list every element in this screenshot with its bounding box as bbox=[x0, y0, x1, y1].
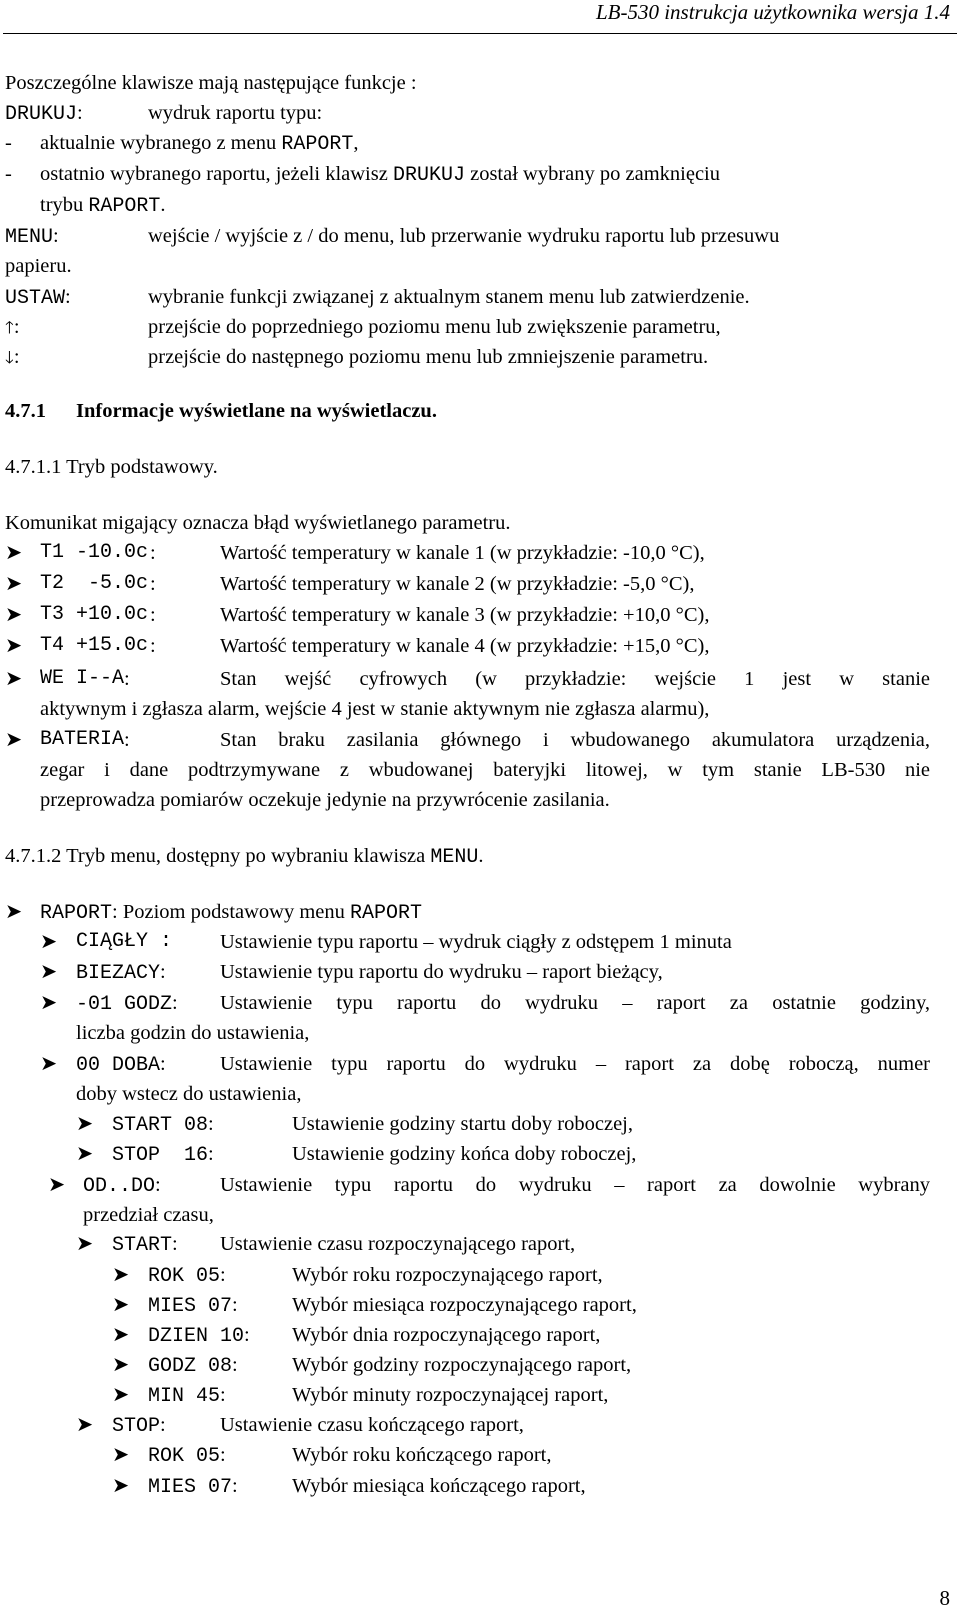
bullet-arrow-icon: ➤ bbox=[40, 931, 58, 953]
running-header: LB-530 instrukcja użytkownika wersja 1.4 bbox=[595, 0, 950, 24]
basic-item-colon: : bbox=[150, 542, 156, 564]
bullet-arrow-icon: ➤ bbox=[76, 1143, 94, 1165]
menu-ciagly-desc: Ustawienie typu raportu – wydruk ciągły z odstępem 1 minuta bbox=[220, 931, 732, 953]
bullet-arrow-icon: ➤ bbox=[112, 1444, 130, 1466]
basic-item-code: T3 +10.0c bbox=[40, 603, 149, 626]
bullet-arrow-icon: ➤ bbox=[76, 1414, 94, 1436]
basic-item-desc: Wartość temperatury w kanale 1 (w przykładzie: -10,0 °C), bbox=[220, 542, 705, 564]
basic-item-colon: : bbox=[150, 635, 156, 657]
menu-start-desc: Ustawienie czasu rozpoczynającego raport, bbox=[220, 1233, 576, 1255]
drukuj-item-2-cont: trybu RAPORT. bbox=[40, 194, 166, 218]
bullet-arrow-icon: ➤ bbox=[48, 1174, 66, 1196]
bullet-arrow-icon: ➤ bbox=[112, 1384, 130, 1406]
menu-raport: RAPORT: Poziom podstawowy menu RAPORT bbox=[40, 901, 423, 925]
bullet-arrow-icon: ➤ bbox=[5, 573, 23, 595]
basic-item-colon: : bbox=[124, 729, 130, 751]
menu-oddo-cont: przedział czasu, bbox=[83, 1204, 214, 1226]
menu-start-godz-code: GODZ 08: bbox=[148, 1354, 238, 1378]
bullet-arrow-icon: ➤ bbox=[5, 604, 23, 626]
section-4712-title: 4.7.1.2 Tryb menu, dostępny po wybraniu klawisza MENU. bbox=[5, 845, 484, 869]
key-down: 🡓: bbox=[5, 346, 20, 368]
menu-doba-desc: Ustawienie typu raportu do wydruku – raport za dobę roboczą, numer bbox=[220, 1053, 930, 1075]
menu-oddo-desc: Ustawienie typu raportu do wydruku – raport za dowolnie wybrany bbox=[220, 1174, 930, 1196]
section-471-number: 4.7.1 bbox=[5, 400, 46, 422]
menu-start-code: START: bbox=[112, 1233, 178, 1257]
basic-item-code: T2 -5.0c bbox=[40, 572, 149, 595]
basic-item-desc: Wartość temperatury w kanale 2 (w przykładzie: -5,0 °C), bbox=[220, 573, 695, 595]
bullet-arrow-icon: ➤ bbox=[40, 992, 58, 1014]
bullet-arrow-icon: ➤ bbox=[5, 901, 23, 923]
menu-stop-mies-desc: Wybór miesiąca kończącego raport, bbox=[292, 1475, 586, 1497]
drukuj-item-2: ostatnio wybranego raportu, jeżeli klawisz DRUKUJ został wybrany po zamknięciu bbox=[40, 163, 720, 187]
arrow-down-icon: 🡓 bbox=[5, 348, 14, 368]
key-down-desc: przejście do następnego poziomu menu lub zmniejszenie parametru. bbox=[148, 346, 709, 368]
menu-start-mies-desc: Wybór miesiąca rozpoczynającego raport, bbox=[292, 1294, 637, 1316]
key-drukuj-desc: wydruk raportu typu: bbox=[148, 102, 323, 124]
basic-item-desc: Wartość temperatury w kanale 3 (w przykładzie: +10,0 °C), bbox=[220, 604, 710, 626]
bullet-arrow-icon: ➤ bbox=[40, 1053, 58, 1075]
basic-item-code: T4 +15.0c bbox=[40, 634, 149, 657]
menu-oddo-code: OD..DO: bbox=[83, 1174, 161, 1198]
bullet-arrow-icon: ➤ bbox=[112, 1354, 130, 1376]
menu-doba-code: 00 DOBA: bbox=[76, 1053, 166, 1077]
basic-item-colon: : bbox=[150, 573, 156, 595]
key-menu-code: MENU bbox=[5, 226, 54, 249]
menu-start-godz-desc: Wybór godziny rozpoczynającego raport, bbox=[292, 1354, 632, 1376]
menu-ciagly-code: CIĄGŁY : bbox=[76, 930, 173, 953]
menu-stop-code: STOP: bbox=[112, 1414, 166, 1438]
section-4711-title: 4.7.1.1 Tryb podstawowy. bbox=[5, 456, 218, 478]
bullet-arrow-icon: ➤ bbox=[5, 542, 23, 564]
bullet-arrow-icon: ➤ bbox=[5, 729, 23, 751]
menu-doba-cont: doby wstecz do ustawienia, bbox=[76, 1083, 302, 1105]
arrow-up-icon: 🡑 bbox=[5, 318, 14, 338]
basic-item-desc: Stan wejść cyfrowych (w przykładzie: wejście 1 jest w stanie bbox=[220, 668, 930, 690]
page-number: 8 bbox=[939, 1586, 950, 1610]
menu-start-rok-desc: Wybór roku rozpoczynającego raport, bbox=[292, 1264, 603, 1286]
key-ustaw: USTAW: bbox=[5, 286, 71, 310]
basic-item-desc: Wartość temperatury w kanale 4 (w przykładzie: +15,0 °C), bbox=[220, 635, 710, 657]
section-4711-intro: Komunikat migający oznacza błąd wyświetlanego parametru. bbox=[5, 512, 511, 534]
drukuj-item-1: aktualnie wybranego z menu RAPORT, bbox=[40, 132, 359, 156]
menu-stop-rok-desc: Wybór roku kończącego raport, bbox=[292, 1444, 552, 1466]
key-ustaw-code: USTAW bbox=[5, 287, 66, 310]
menu-start-dzien-code: DZIEN 10: bbox=[148, 1324, 250, 1348]
menu-stop-desc: Ustawienie czasu kończącego raport, bbox=[220, 1414, 524, 1436]
key-up: 🡑: bbox=[5, 316, 20, 338]
section-471-title: Informacje wyświetlane na wyświetlaczu. bbox=[76, 400, 437, 422]
menu-start-dzien-desc: Wybór dnia rozpoczynającego raport, bbox=[292, 1324, 601, 1346]
bullet-arrow-icon: ➤ bbox=[40, 961, 58, 983]
basic-item-code: T1 -10.0c bbox=[40, 541, 149, 564]
bullet-arrow-icon: ➤ bbox=[112, 1294, 130, 1316]
drukuj-item-2-dash: - bbox=[5, 163, 12, 185]
basic-item-code: WE I--A bbox=[40, 667, 125, 690]
basic-item-desc: Stan braku zasilania głównego i wbudowanego akumulatora urządzenia, bbox=[220, 729, 930, 751]
menu-start08-desc: Ustawienie godziny startu doby roboczej, bbox=[292, 1113, 634, 1135]
menu-start08-code: START 08: bbox=[112, 1113, 214, 1137]
drukuj-item-1-dash: - bbox=[5, 132, 12, 154]
menu-stop16-code: STOP 16: bbox=[112, 1143, 214, 1167]
menu-start-rok-code: ROK 05: bbox=[148, 1264, 226, 1288]
menu-godz-cont: liczba godzin do ustawienia, bbox=[76, 1022, 310, 1044]
menu-start-min-code: MIN 45: bbox=[148, 1384, 226, 1408]
basic-item-desc-cont: zegar i dane podtrzymywane z wbudowanej bateryjki litowej, w tym stanie LB-530 nie bbox=[40, 759, 930, 781]
menu-godz-desc: Ustawienie typu raportu do wydruku – raport za ostatnie godziny, bbox=[220, 992, 930, 1014]
key-drukuj: DRUKUJ: bbox=[5, 102, 83, 126]
bullet-arrow-icon: ➤ bbox=[112, 1324, 130, 1346]
key-menu-cont: papieru. bbox=[5, 255, 72, 277]
menu-start-mies-code: MIES 07: bbox=[148, 1294, 238, 1318]
menu-start-min-desc: Wybór minuty rozpoczynającej raport, bbox=[292, 1384, 609, 1406]
key-drukuj-code: DRUKUJ bbox=[5, 103, 78, 126]
bullet-arrow-icon: ➤ bbox=[112, 1264, 130, 1286]
bullet-arrow-icon: ➤ bbox=[5, 635, 23, 657]
basic-item-desc-cont: aktywnym i zgłasza alarm, wejście 4 jest w stanie aktywnym nie zgłasza alarmu), bbox=[40, 698, 710, 720]
menu-biezacy-code: BIEZACY: bbox=[76, 961, 166, 985]
bullet-arrow-icon: ➤ bbox=[76, 1113, 94, 1135]
menu-stop-mies-code: MIES 07: bbox=[148, 1475, 238, 1499]
basic-item-code: BATERIA bbox=[40, 728, 125, 751]
basic-item-colon: : bbox=[124, 668, 130, 690]
bullet-arrow-icon: ➤ bbox=[112, 1475, 130, 1497]
bullet-arrow-icon: ➤ bbox=[5, 668, 23, 690]
menu-godz-code: -01 GODZ: bbox=[76, 992, 178, 1016]
key-menu: MENU: bbox=[5, 225, 59, 249]
header-rule bbox=[3, 33, 957, 34]
key-ustaw-desc: wybranie funkcji związanej z aktualnym stanem menu lub zatwierdzenie. bbox=[148, 286, 750, 308]
menu-stop16-desc: Ustawienie godziny końca doby roboczej, bbox=[292, 1143, 637, 1165]
key-menu-desc: wejście / wyjście z / do menu, lub przerwanie wydruku raportu lub przesuwu bbox=[148, 225, 780, 247]
basic-item-desc-cont: przeprowadza pomiarów oczekuje jedynie na przywrócenie zasilania. bbox=[40, 789, 610, 811]
menu-stop-rok-code: ROK 05: bbox=[148, 1444, 226, 1468]
key-up-desc: przejście do poprzedniego poziomu menu lub zwiększenie parametru, bbox=[148, 316, 721, 338]
basic-item-colon: : bbox=[150, 604, 156, 626]
menu-biezacy-desc: Ustawienie typu raportu do wydruku – raport bieżący, bbox=[220, 961, 663, 983]
bullet-arrow-icon: ➤ bbox=[76, 1233, 94, 1255]
intro-line: Poszczególne klawisze mają następujące funkcje : bbox=[5, 72, 417, 94]
